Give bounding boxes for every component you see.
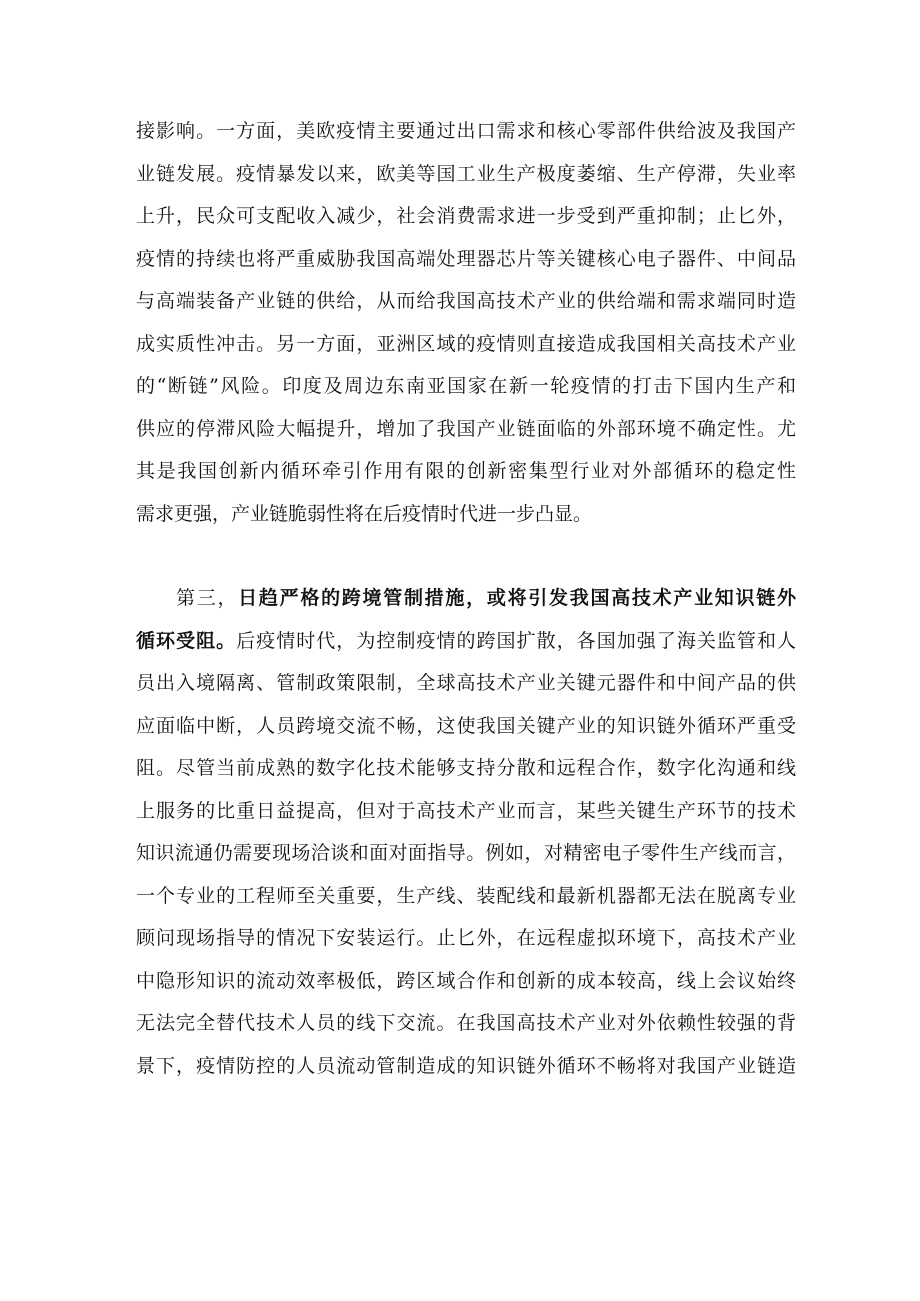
text-line: 阻。尽管当前成熟的数字化技术能够支持分散和远程合作，数字化沟通和线 <box>136 757 796 779</box>
text-line: 与高端装备产业链的供给，从而给我国高技术产业的供给端和需求端同时造 <box>136 290 796 312</box>
paragraph-lead-text: 第三， <box>176 587 239 609</box>
text-line <box>136 577 796 620</box>
text-line: 知识流通仍需要现场洽谈和面对面指导。例如，对精密电子零件生产线而言， <box>136 842 796 864</box>
text-line: 应面临中断，人员跨境交流不畅，这使我国关键产业的知识链外循环严重受 <box>136 714 796 737</box>
text-line: 接影响。一方面，美欧疫情主要通过出口需求和核心零部件供给波及我国产 <box>136 120 796 142</box>
text-line <box>136 620 796 663</box>
text-line: 成实质性冲击。另一方面，亚洲区域的疫情则直接造成我国相关高技术产业 <box>136 332 796 355</box>
text-line: 其是我国创新内循环牵引作用有限的创新密集型行业对外部循环的稳定性 <box>136 460 796 482</box>
text-line: 景下，疫情防控的人员流动管制造成的知识链外循环不畅将对我国产业链造 <box>136 1054 796 1077</box>
text-line: 一个专业的工程师至关重要，生产线、装配线和最新机器都无法在脱离专业 <box>136 884 796 907</box>
text-line: 上服务的比重日益提高，但对于高技术产业而言，某些关键生产环节的技术 <box>136 799 796 822</box>
text-line: 上升，民众可支配收入减少，社会消费需求进一步受到严重抑制；止匕外， <box>136 205 796 227</box>
text-line: 需求更强，产业链脆弱性将在后疫情时代进一步凸显。 <box>136 502 593 525</box>
paragraph-1 <box>136 110 796 535</box>
text-line: 供应的停滞风险大幅提升，增加了我国产业链面临的外部环境不确定性。尤 <box>136 417 796 440</box>
bold-heading-text: 日趋严格的跨境管制措施，或将引发我国高技术产业知识链外 <box>238 587 796 609</box>
text-line: 顾问现场指导的情况下安装运行。止匕外，在远程虚拟环境下，高技术产业 <box>136 927 796 949</box>
text-line: 中隐形知识的流动效率极低，跨区域合作和创新的成本较高，线上会议始终 <box>136 969 796 992</box>
text-line: 的“断链”风险。印度及周边东南亚国家在新一轮疫情的打击下国内生产和 <box>136 375 796 397</box>
paragraph-2 <box>136 577 796 1087</box>
text-line: 业链发展。疫情暴发以来，欧美等国工业生产极度萎缩、生产停滞，失业率 <box>136 162 796 185</box>
text-line: 疫情的持续也将严重威胁我国高端处理器芯片等关键核心电子器件、中间品 <box>136 247 796 270</box>
bold-heading-text: 循环受阻。 <box>136 629 237 652</box>
text-line: 员出入境隔离、管制政策限制，全球高技术产业关键元器件和中间产品的供 <box>136 672 796 694</box>
text-line: 无法完全替代技术人员的线下交流。在我国高技术产业对外依赖性较强的背 <box>136 1012 796 1034</box>
body-text-segment: 后疫情时代，为控制疫情的跨国扩散，各国加强了海关监管和人 <box>236 629 796 652</box>
